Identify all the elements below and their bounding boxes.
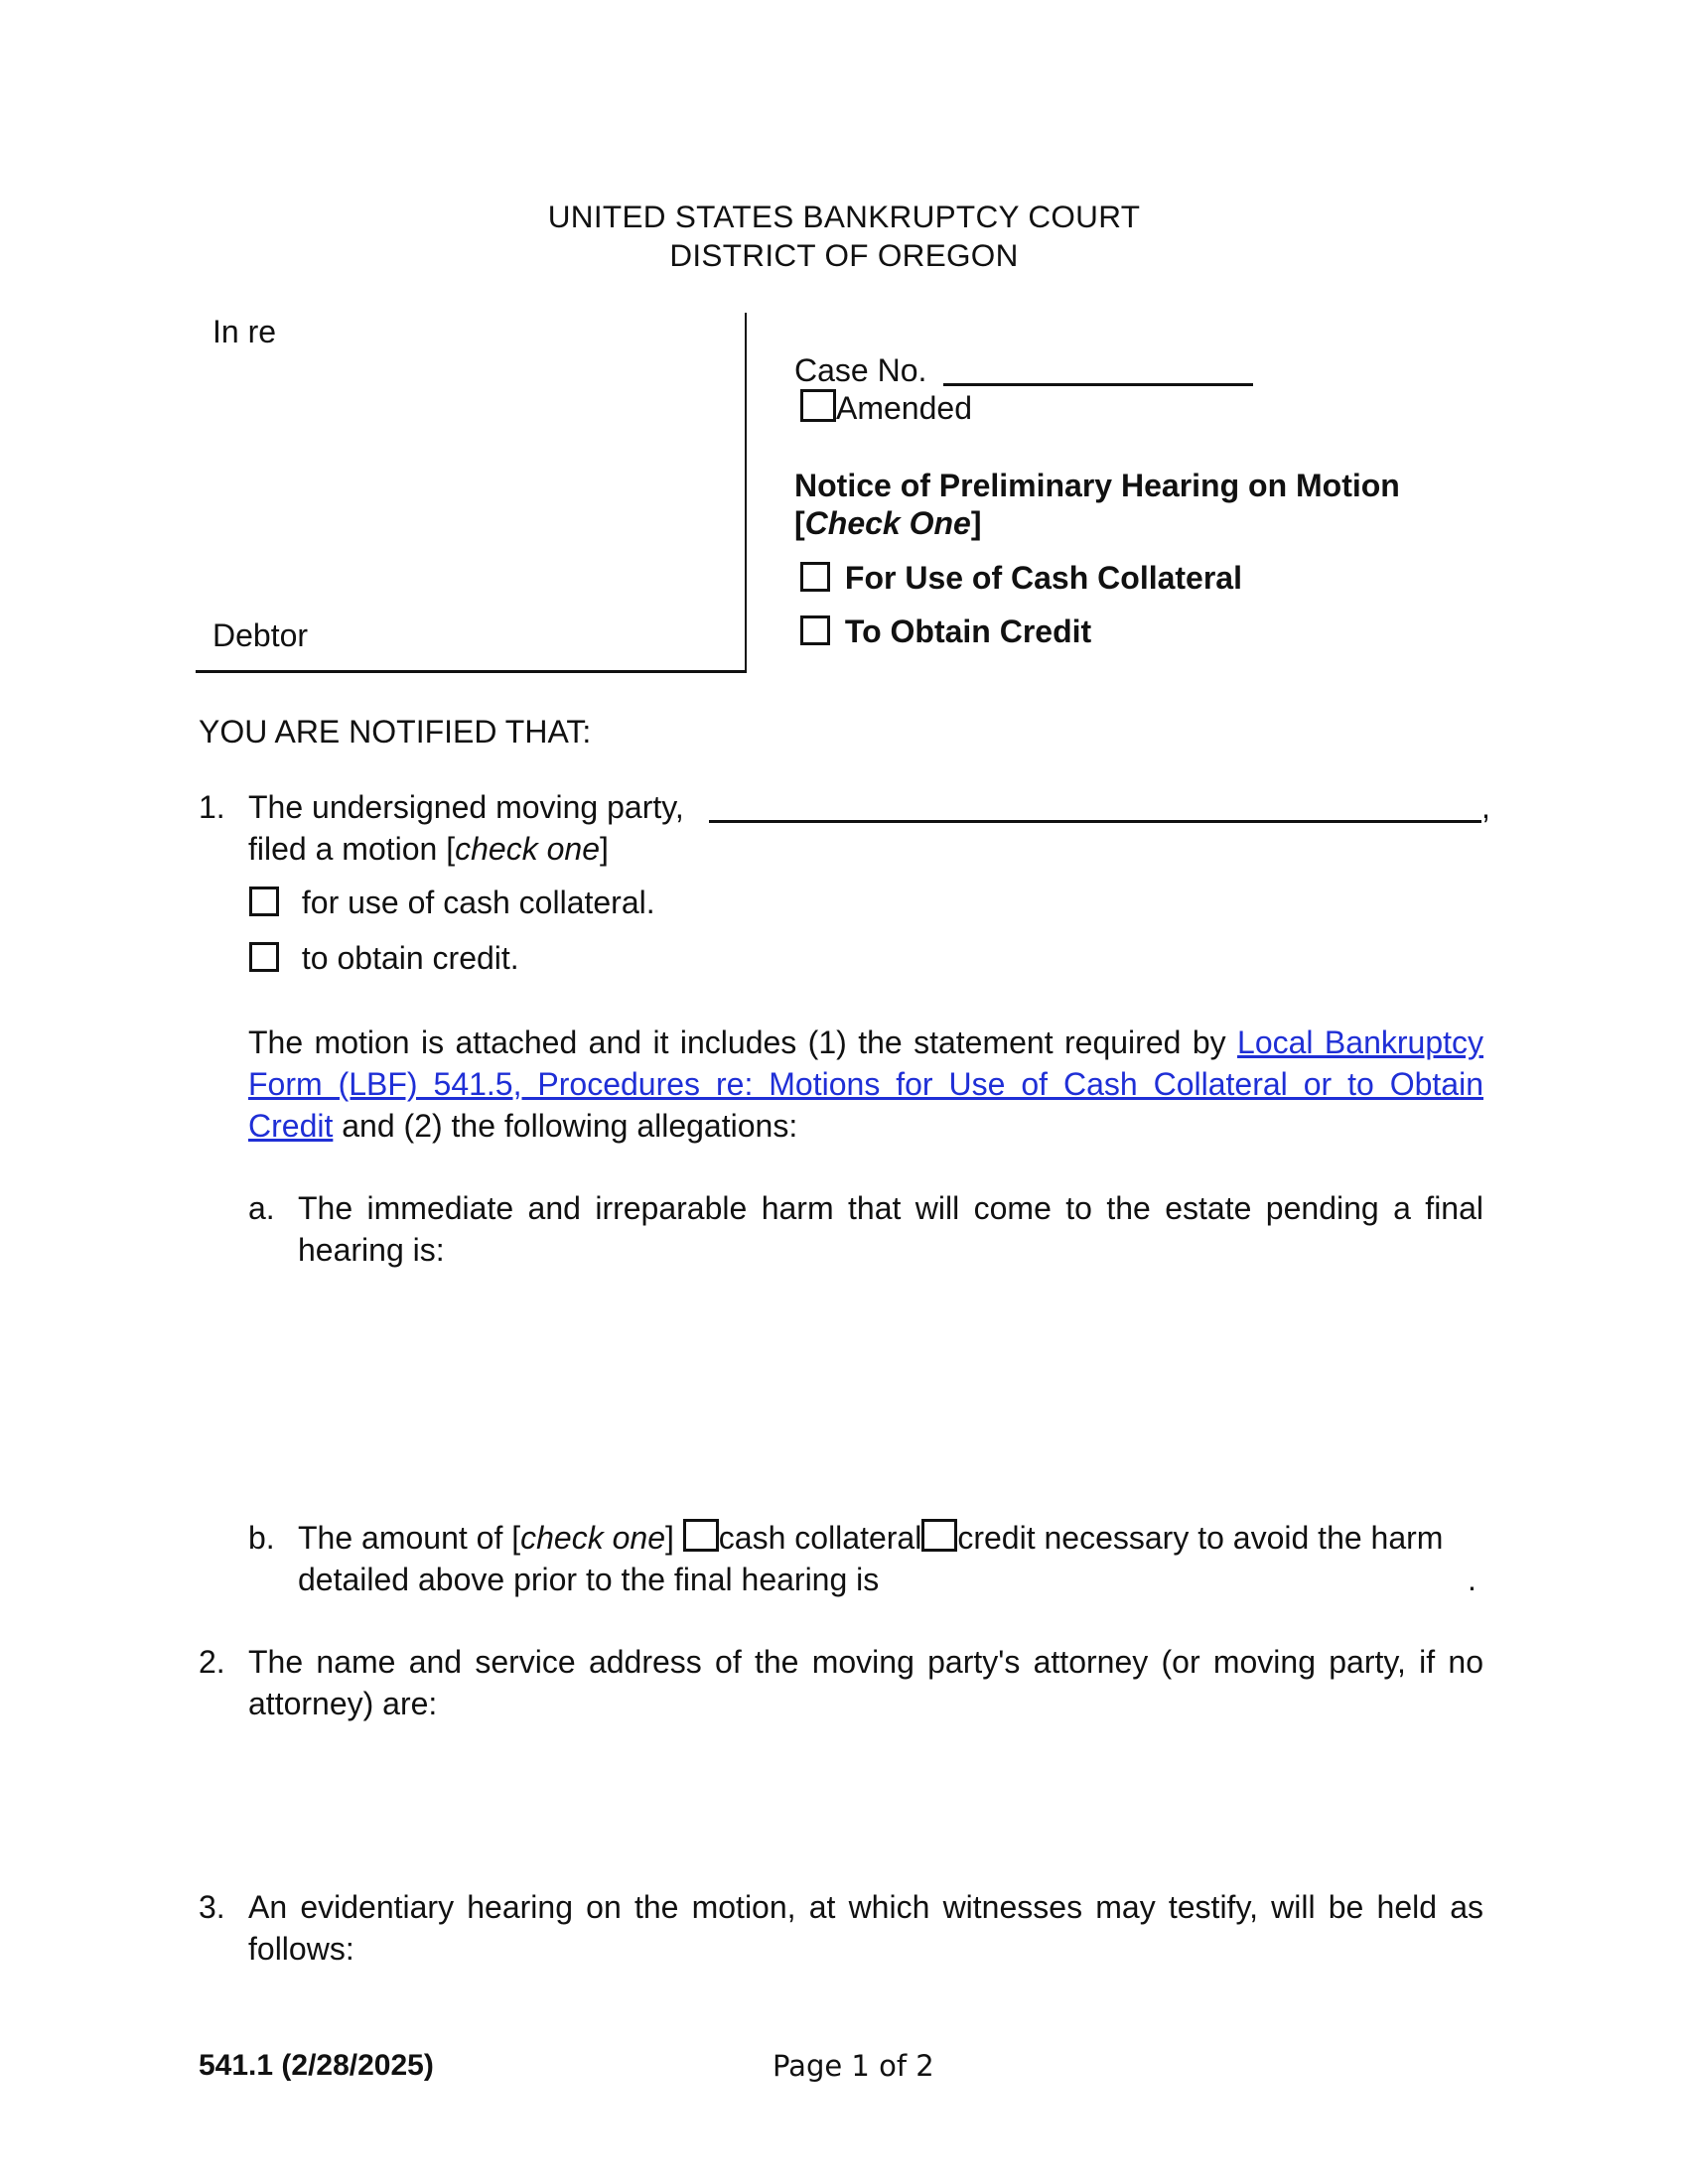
motion-description: The motion is attached and it includes (1) the statement required by Local Bankruptcy Form (LBF) 541.5, Procedures re: Motions for Use of Cash Collateral or to Obtain Credit and (2) the following allegations: — [248, 1024, 1484, 1144]
item-1-comma: , — [1481, 789, 1490, 825]
amended-checkbox[interactable] — [800, 389, 836, 422]
caption-divider-vertical — [745, 313, 747, 673]
option-cash-collateral-row — [800, 557, 1242, 599]
allegation-b-text: The amount of [check one] cash collateral credit necessary to avoid the harm — [298, 1520, 1444, 1556]
allegation-b-line2: detailed above prior to the final hearing is — [298, 1562, 880, 1597]
form-identifier: 541.1 (2/28/2025) — [199, 2049, 434, 2082]
allegation-a-text: The immediate and irreparable harm that will come to the estate pending a final hearing is: — [298, 1190, 1483, 1268]
in-re-label: In re — [212, 314, 277, 349]
option-obtain-credit-row — [800, 611, 1091, 652]
obtain-credit-label: To Obtain Credit — [844, 614, 1092, 649]
obtain-credit-checkbox[interactable] — [800, 615, 830, 645]
b-cash-collateral-checkbox[interactable] — [683, 1519, 719, 1552]
item-1-text: The undersigned moving party, — [248, 789, 684, 825]
case-number-field[interactable] — [943, 383, 1253, 386]
item-2-number: 2. — [199, 1644, 225, 1680]
page-number: Page 1 of 2 — [773, 2049, 934, 2083]
court-district: DISTRICT OF OREGON — [669, 237, 1019, 273]
allegation-b-period: . — [1468, 1562, 1477, 1597]
amended-row — [800, 387, 972, 429]
notice-title: Notice of Preliminary Hearing on Motion — [794, 468, 1400, 503]
caption-divider-horizontal — [196, 670, 747, 673]
item-1-option-credit-row — [249, 937, 519, 979]
check-one-instruction: [Check One] — [794, 505, 982, 541]
b-credit-checkbox[interactable] — [921, 1519, 957, 1552]
item-3-number: 3. — [199, 1889, 225, 1925]
court-name: UNITED STATES BANKRUPTCY COURT — [547, 199, 1141, 234]
item-1-cash-label: for use of cash collateral. — [301, 885, 655, 920]
lbf-541-5-link[interactable]: Local Bankruptcy Form (LBF) 541.5, Procedures re: Motions for Use of Cash Collateral or to Obtain Credit — [248, 1024, 1484, 1144]
amended-label: Amended — [836, 390, 972, 426]
cash-collateral-label: For Use of Cash Collateral — [844, 560, 1242, 596]
item-1-credit-checkbox[interactable] — [249, 942, 279, 972]
allegation-a-label: a. — [248, 1190, 275, 1226]
debtor-label: Debtor — [212, 617, 309, 653]
allegation-b-label: b. — [248, 1520, 275, 1556]
item-1-option-cash-row — [249, 882, 655, 923]
item-1-cash-checkbox[interactable] — [249, 887, 279, 916]
item-1-credit-label: to obtain credit. — [301, 940, 519, 976]
item-1-filed-motion: filed a motion [check one] — [248, 831, 609, 867]
item-2-text: The name and service address of the moving party's attorney (or moving party, if no attorney) are: — [248, 1644, 1483, 1721]
case-number-label: Case No. — [794, 352, 927, 388]
item-1-number: 1. — [199, 789, 225, 825]
item-3-text: An evidentiary hearing on the motion, at which witnesses may testify, will be held as follows: — [248, 1889, 1483, 1967]
notified-heading: YOU ARE NOTIFIED THAT: — [199, 714, 592, 750]
cash-collateral-checkbox[interactable] — [800, 562, 830, 592]
moving-party-field[interactable] — [709, 820, 1481, 823]
